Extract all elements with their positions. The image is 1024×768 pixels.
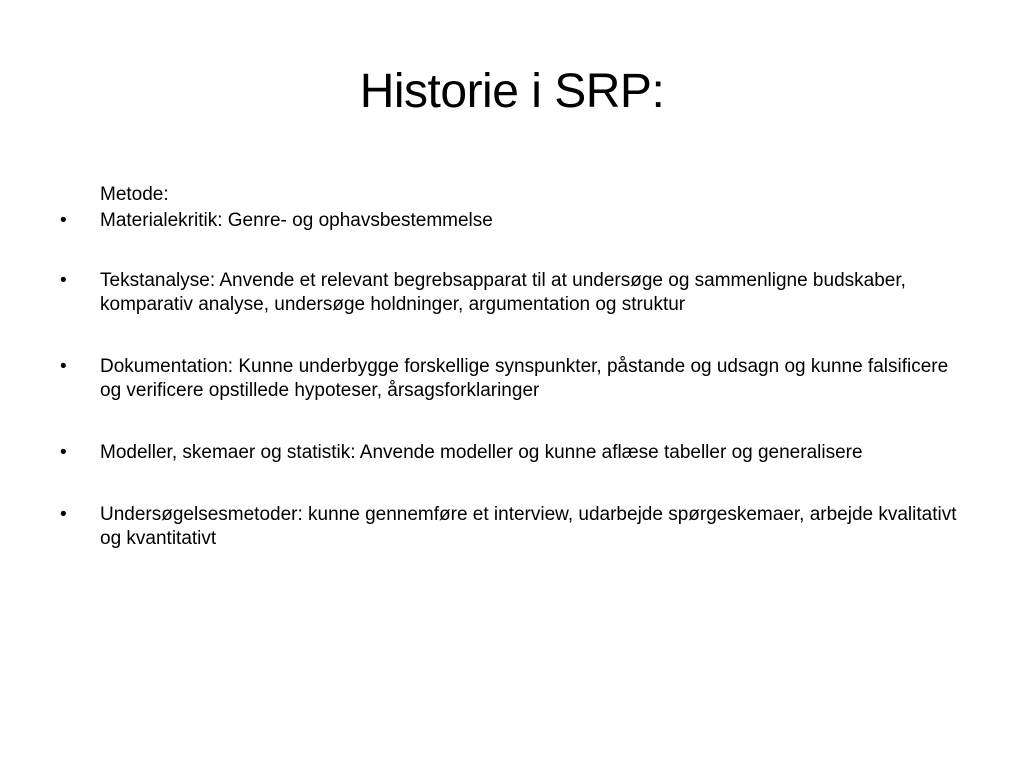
- bullet-list: [58, 209, 958, 551]
- bullet-marker: •: [60, 356, 67, 377]
- bullet-item: [58, 355, 958, 403]
- bullet-item: [58, 441, 958, 465]
- bullet-text: Undersøgelsesmetoder: kunne gennemføre et interview, udarbejde spørgeskemaer, arbejde kvalitativt og kvantitativt: [100, 504, 957, 549]
- bullet-text: Materialekritik: Genre- og ophavsbestemmelse: [100, 210, 493, 231]
- slide-content: [58, 183, 958, 589]
- bullet-text: Dokumentation: Kunne underbygge forskellige synspunkter, påstande og udsagn og kunne falsificere og verificere opstillede hypoteser, årsagsforklaringer: [100, 356, 949, 401]
- bullet-text: Tekstanalyse: Anvende et relevant begrebsapparat til at undersøge og sammenligne budskaber, komparativ analyse, undersøge holdninger, argumentation og struktur: [100, 270, 906, 315]
- section-subheading: Metode:: [100, 184, 169, 205]
- bullet-item: [58, 209, 958, 233]
- bullet-marker: •: [60, 270, 67, 291]
- slide-title: Historie i SRP:: [359, 65, 665, 118]
- bullet-marker: •: [60, 442, 67, 463]
- bullet-item: [58, 503, 958, 551]
- bullet-item: [58, 269, 958, 317]
- bullet-marker: •: [60, 504, 67, 525]
- bullet-text: Modeller, skemaer og statistik: Anvende modeller og kunne aflæse tabeller og generalisere: [100, 442, 863, 463]
- bullet-marker: •: [60, 210, 67, 231]
